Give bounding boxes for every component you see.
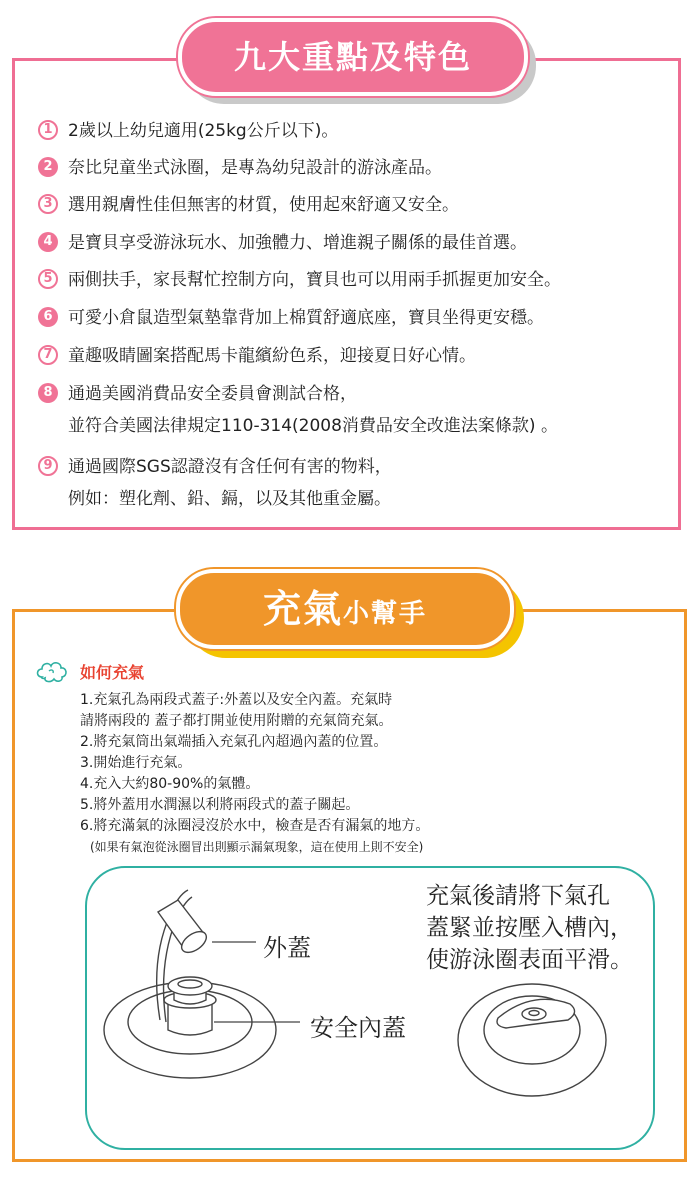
- feature-text: 奈比兒童坐式泳圈，是專為幼兒設計的游泳產品。: [68, 158, 442, 178]
- number-badge: 6: [38, 307, 58, 327]
- number-badge: 3: [38, 194, 58, 214]
- number-badge: 1: [38, 120, 58, 140]
- number-badge: 8: [38, 383, 58, 403]
- after-inflation-note: [426, 880, 633, 976]
- step-item: 6.將充滿氣的泳圈浸沒於水中，檢查是否有漏氣的地方。: [80, 818, 430, 834]
- feature-text: 童趣吸睛圖案搭配馬卡龍繽紛色系，迎接夏日好心情。: [68, 346, 476, 366]
- feature-text-line2: 例如：塑化劑、鉛、鎘，以及其他重金屬。: [68, 489, 391, 509]
- feature-text: 可愛小倉鼠造型氣墊靠背加上棉質舒適底座，寶貝坐得更安穩。: [68, 308, 544, 328]
- note-line: 使游泳圈表面平滑。: [426, 947, 633, 973]
- how-to-inflate-title: 如何充氣: [80, 663, 145, 682]
- note-line: 充氣後請將下氣孔: [426, 883, 610, 909]
- feature-text: 通過國際SGS認證沒有含任何有害的物料，: [68, 457, 392, 477]
- number-badge: 9: [38, 456, 58, 476]
- step-item: 請將兩段的 蓋子都打開並使用附贈的充氣筒充氣。: [80, 713, 393, 729]
- step-item: 3.開始進行充氣。: [80, 755, 192, 771]
- inner-cap-label: 安全內蓋: [310, 1014, 406, 1042]
- feature-text: 選用親膚性佳但無害的材質，使用起來舒適又安全。: [68, 195, 459, 215]
- number-badge: 7: [38, 345, 58, 365]
- feature-text: 兩側扶手，家長幫忙控制方向，寶貝也可以用兩手抓握更加安全。: [68, 270, 561, 290]
- left-valve-top-inner: [178, 980, 202, 988]
- right-valve-center-inner: [529, 1011, 539, 1016]
- outer-cap-label: 外蓋: [263, 934, 311, 962]
- features-title: 九大重點及特色: [233, 38, 472, 76]
- note-line: 蓋緊並按壓入槽內，: [426, 915, 633, 941]
- feature-text: 2歲以上幼兒適用(25kg公斤以下)。: [68, 121, 339, 141]
- inflate-title-small: 小幫手: [343, 599, 428, 629]
- inflate-title-big: 充氣: [262, 587, 343, 631]
- step-item: 1.充氣孔為兩段式蓋子:外蓋以及安全內蓋。充氣時: [80, 692, 393, 708]
- number-badge: 5: [38, 269, 58, 289]
- feature-text: 通過美國消費品安全委員會測試合格，: [68, 384, 357, 404]
- safety-note: (如果有氣泡從泳圈冒出則顯示漏氣現象，這在使用上則不安全): [90, 840, 424, 854]
- feature-text-line2: 並符合美國法律規定110-314(2008消費品安全改進法案條款) 。: [68, 416, 558, 436]
- feature-text: 是寶貝享受游泳玩水、加強體力、增進親子關係的最佳首選。: [68, 233, 527, 253]
- step-item: 5.將外蓋用水潤濕以利將兩段式的蓋子關起。: [80, 797, 360, 813]
- step-item: 4.充入大約80-90%的氣體。: [80, 776, 260, 792]
- number-badge: 4: [38, 232, 58, 252]
- step-item: 2.將充氣筒出氣端插入充氣孔內超過內蓋的位置。: [80, 734, 388, 750]
- number-badge: 2: [38, 157, 58, 177]
